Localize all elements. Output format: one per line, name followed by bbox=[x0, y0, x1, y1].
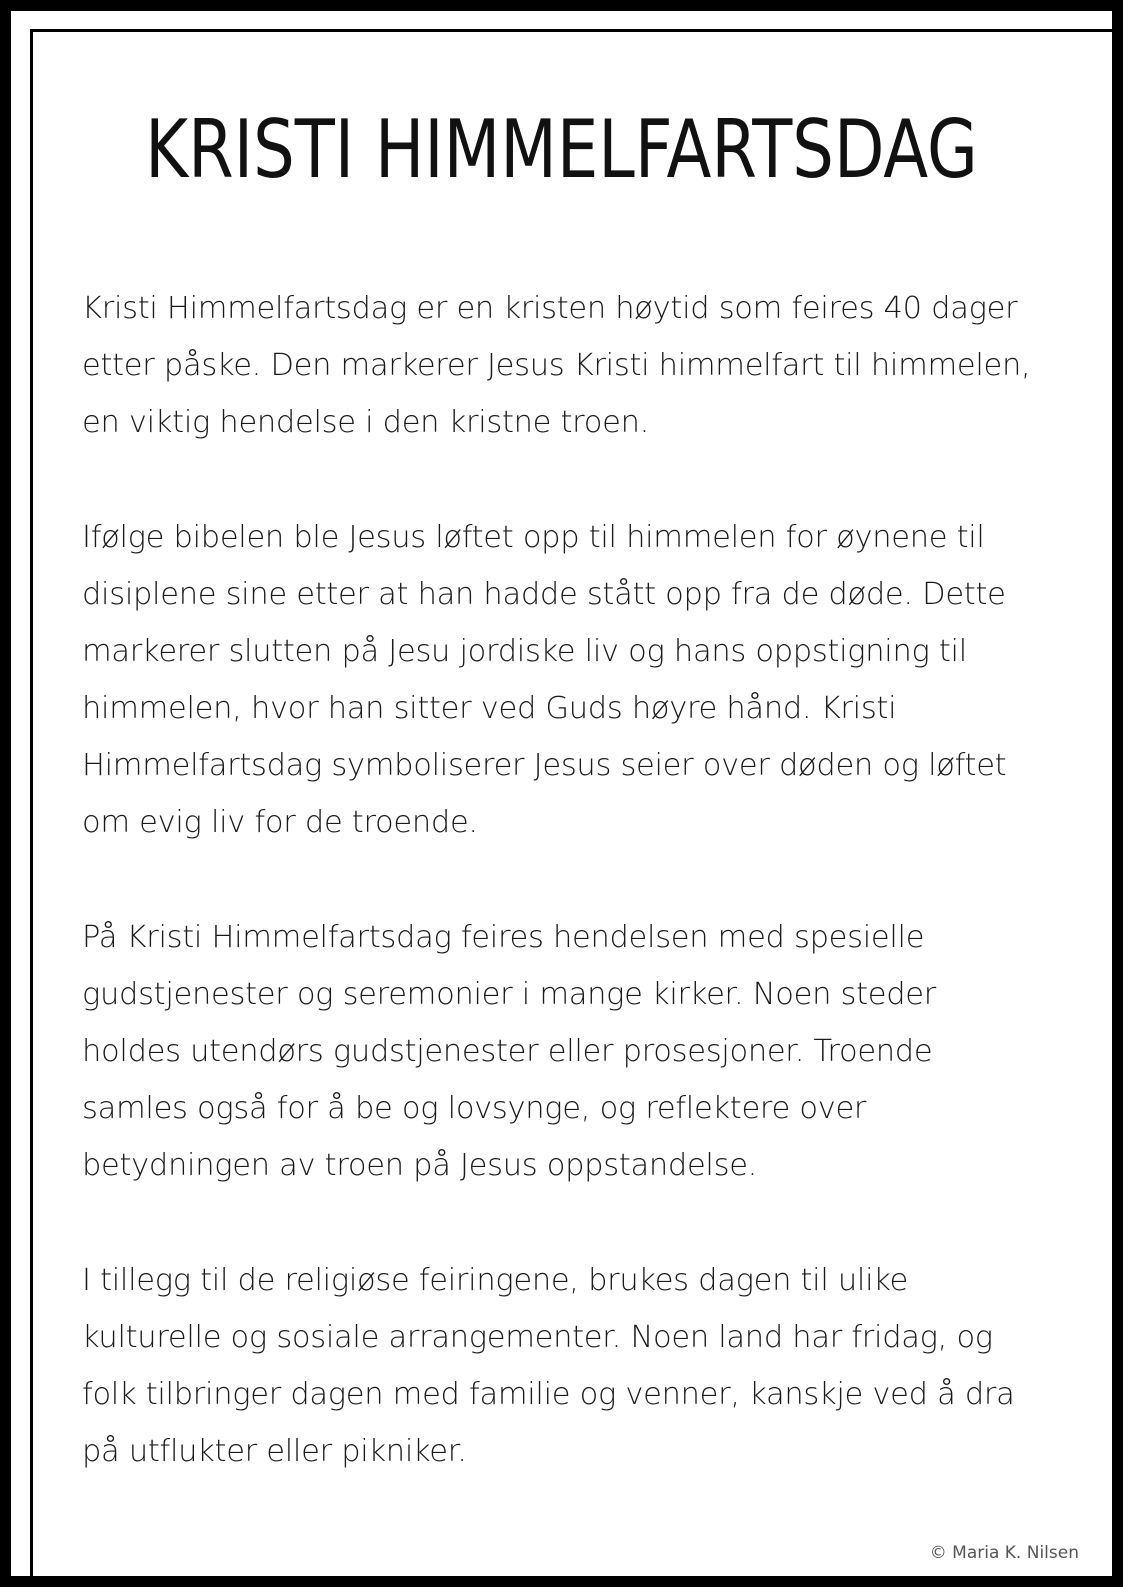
paragraph-2: Ifølge bibelen ble Jesus løftet opp til himmelen for øynene til disiplene sine etter at han hadde stått opp fra de døde. Dette markerer slutten på Jesu jordiske liv og hans oppstigning til himmelen, hvor han sitter ved Guds høyre hånd. Kristi Himmelfartsdag symboliserer Jesus seier over døden og løftet om evig liv for de troende. bbox=[82, 520, 1007, 840]
paragraph-3: På Kristi Himmelfartsdag feires hendelsen med spesielle gudstjenester og seremonier i mange kirker. Noen steder holdes utendørs gudstjenester eller prosesjoner. Troende samles også for å be og lovsynge, og reflektere over betydningen av troen på Jesus oppstandelse. bbox=[82, 920, 937, 1183]
copyright-credit: © Maria K. Nilsen bbox=[929, 1543, 1079, 1563]
paragraph-1: Kristi Himmelfartsdag er en kristen høytid som feires 40 dager etter påske. Den markerer Jesus Kristi himmelfart til himmelen, en viktig hendelse i den kristne troen. bbox=[82, 291, 1031, 440]
page-title: KRISTI HIMMELFARTSDAG bbox=[145, 103, 978, 196]
body-text bbox=[82, 280, 1042, 1538]
paragraph-4: I tillegg til de religiøse feiringene, brukes dagen til ulike kulturelle og sosiale arrangementer. Noen land har fridag, og folk tilbringer dagen med familie og venner, kanskje ved å dra på utflukter eller pikniker. bbox=[82, 1263, 1015, 1469]
